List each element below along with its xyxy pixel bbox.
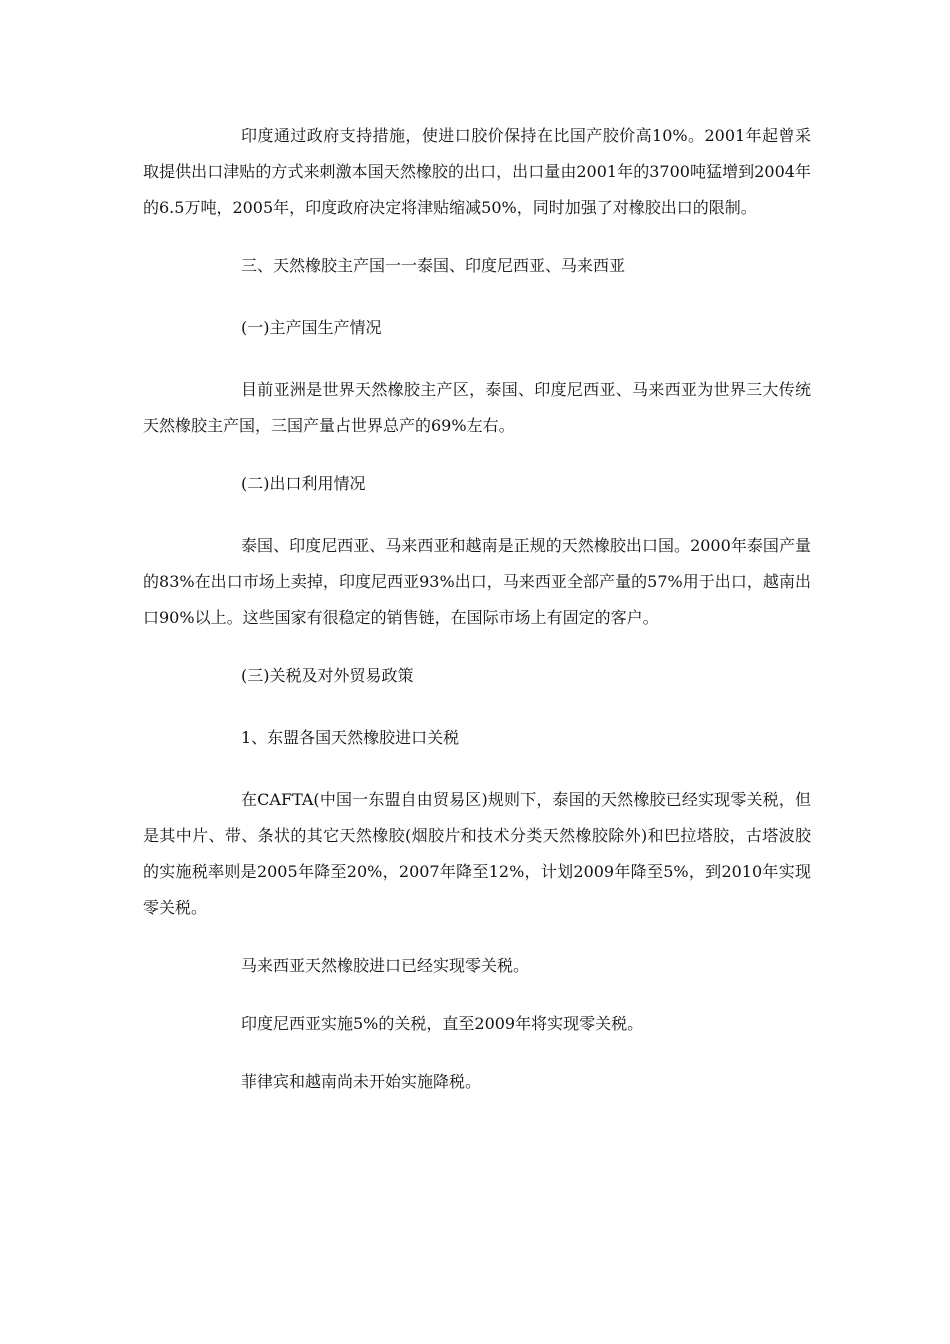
paragraph-philippines-vietnam: 菲律宾和越南尚未开始实施降税。 <box>241 1072 482 1091</box>
subheading-export-usage: (二)出口利用情况 <box>241 474 366 493</box>
subheading-asean-tariffs: 1、东盟各国天然橡胶进口关税 <box>241 728 460 747</box>
paragraph-india-export-subsidy: 印度通过政府支持措施，使进口胶价保持在比国产胶价高10%。2001年起曾采取提供出口津贴的方式来刺激本国天然橡胶的出口，出口量由2001年的3700吨猛增到2004年的6.5万吨，2005年，印度政府决定将津贴缩减50%，同时加强了对橡胶出口的限制。 <box>143 126 811 217</box>
section-heading-main-producers: 三、天然橡胶主产国一一泰国、印度尼西亚、马来西亚 <box>241 256 626 275</box>
paragraph-malaysia-tariff: 马来西亚天然橡胶进口已经实现零关税。 <box>241 956 530 975</box>
document-body <box>143 118 811 1122</box>
subheading-tariff-policy: (三)关税及对外贸易政策 <box>241 666 414 685</box>
subheading-production: (一)主产国生产情况 <box>241 318 382 337</box>
paragraph-export-countries: 泰国、印度尼西亚、马来西亚和越南是正规的天然橡胶出口国。2000年泰国产量的83%在出口市场上卖掉，印度尼西亚93%出口，马来西亚全部产量的57%用于出口，越南出口90%以上。这些国家有很稳定的销售链，在国际市场上有固定的客户。 <box>143 536 811 627</box>
paragraph-cafta-thailand: 在CAFTA(中国一东盟自由贸易区)规则下，泰国的天然橡胶已经实现零关税，但是其中片、带、条状的其它天然橡胶(烟胶片和技术分类天然橡胶除外)和巴拉塔胶，古塔波胶的实施税率则是2005年降至20%，2007年降至12%，计划2009年降至5%，到2010年实现零关税。 <box>143 790 811 917</box>
paragraph-asia-production: 目前亚洲是世界天然橡胶主产区，泰国、印度尼西亚、马来西亚为世界三大传统天然橡胶主产国，三国产量占世界总产的69%左右。 <box>143 380 811 435</box>
paragraph-indonesia-tariff: 印度尼西亚实施5%的关税，直至2009年将实现零关税。 <box>241 1014 644 1033</box>
